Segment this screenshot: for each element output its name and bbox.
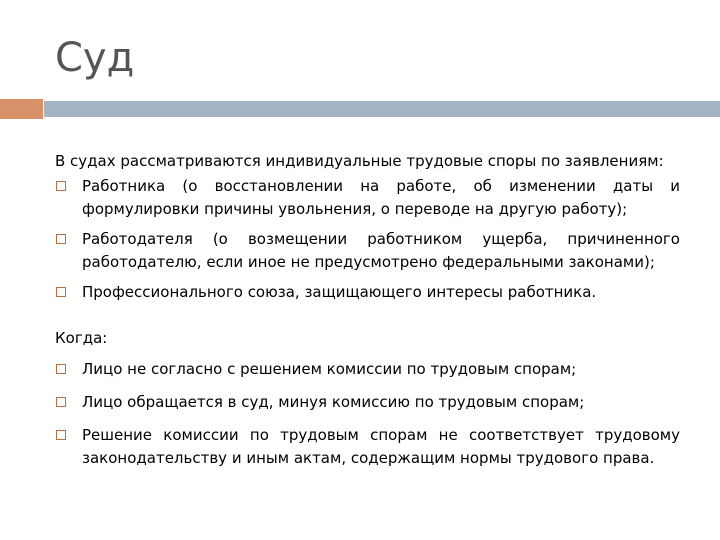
square-bullet-icon xyxy=(56,364,66,374)
square-bullet-icon xyxy=(56,181,66,191)
blue-band xyxy=(44,101,720,117)
square-bullet-icon xyxy=(56,287,66,297)
accent-block xyxy=(0,99,43,119)
slide-title: Суд xyxy=(55,35,135,81)
list-item-text: Лицо не согласно с решением комиссии по трудовым спорам; xyxy=(82,360,577,378)
when-label: Когда: xyxy=(55,329,108,347)
list-item xyxy=(55,175,680,221)
square-bullet-icon xyxy=(56,234,66,244)
list-item xyxy=(55,281,680,304)
list-item-text: Работодателя (о возмещении работником ущерба, причиненного работодателю, если иное не предусмотрено федеральными законами); xyxy=(82,230,680,271)
square-bullet-icon xyxy=(56,397,66,407)
list-item xyxy=(55,424,680,470)
square-bullet-icon xyxy=(56,430,66,440)
claimant-list xyxy=(55,175,680,304)
title-divider-bar xyxy=(0,99,720,119)
condition-list xyxy=(55,358,680,470)
intro-text: В судах рассматриваются индивидуальные трудовые споры по заявлениям: xyxy=(55,152,664,170)
list-item xyxy=(55,358,680,381)
section-gap xyxy=(55,311,680,327)
slide-body xyxy=(55,150,680,477)
list-item-text: Профессионального союза, защищающего интересы работника. xyxy=(82,283,597,301)
list-item xyxy=(55,228,680,274)
list-item-text: Решение комиссии по трудовым спорам не соответствует трудовому законодательству и иным актам, содержащим нормы трудового права. xyxy=(82,426,680,467)
list-item-text: Работника (о восстановлении на работе, об изменении даты и формулировки причины увольнения, о переводе на другую работу); xyxy=(82,177,680,218)
list-item-text: Лицо обращается в суд, минуя комиссию по трудовым спорам; xyxy=(82,393,585,411)
list-item xyxy=(55,391,680,414)
